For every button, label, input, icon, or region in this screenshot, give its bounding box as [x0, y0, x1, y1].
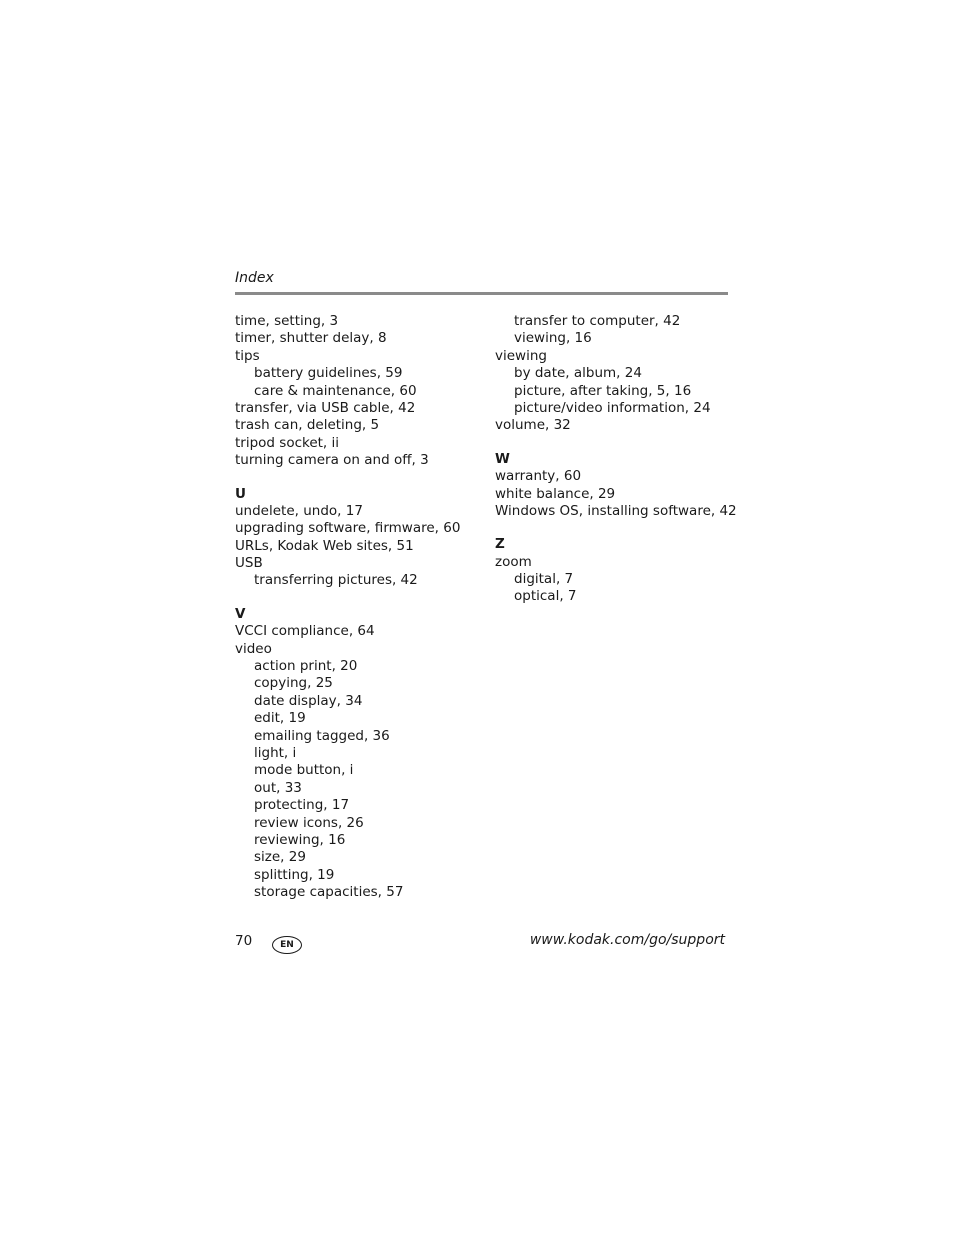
index-subentry: picture, after taking, 5, 16 [514, 382, 692, 399]
index-entry: time, setting, 3 [235, 313, 339, 329]
index-entry: transfer, via USB cable, 42 [235, 399, 416, 416]
index-entry: zoom [495, 553, 532, 570]
index-subentry: light, i [254, 744, 297, 761]
index-entry: video [235, 640, 272, 657]
index-column-left [235, 313, 485, 902]
support-url: www.kodak.com/go/support [529, 932, 725, 948]
index-entry: Windows OS, installing software, 42 [495, 502, 737, 519]
index-subentry: date display, 34 [254, 692, 363, 709]
index-subentry: size, 29 [254, 849, 306, 866]
index-subentry: protecting, 17 [254, 797, 350, 814]
header-divider [235, 292, 728, 295]
page-header-title: Index [235, 270, 274, 286]
index-entry: volume, 32 [495, 417, 571, 434]
index-subentry: edit, 19 [254, 710, 306, 727]
index-subentry: reviewing, 16 [254, 831, 346, 848]
index-entry: viewing [495, 347, 547, 364]
index-entry: tripod socket, ii [235, 434, 340, 451]
index-section-letter: Z [495, 536, 505, 553]
index-column-right [495, 313, 735, 606]
language-badge-icon: EN [272, 936, 302, 954]
index-subentry: battery guidelines, 59 [254, 365, 403, 382]
index-subentry: mode button, i [254, 762, 354, 779]
index-subentry: transfer to computer, 42 [514, 313, 681, 329]
index-entry: VCCI compliance, 64 [235, 623, 375, 640]
index-entry: upgrading software, firmware, 60 [235, 520, 461, 537]
index-subentry: by date, album, 24 [514, 365, 642, 382]
index-subentry: transferring pictures, 42 [254, 572, 418, 589]
index-subentry: out, 33 [254, 779, 302, 796]
page-number: 70 [235, 933, 253, 949]
index-subentry: copying, 25 [254, 675, 333, 692]
index-subentry: optical, 7 [514, 588, 577, 605]
index-entry: URLs, Kodak Web sites, 51 [235, 537, 414, 554]
index-subentry: emailing tagged, 36 [254, 727, 390, 744]
index-entry: USB [235, 555, 263, 572]
index-entry: white balance, 29 [495, 485, 616, 502]
index-subentry: care & maintenance, 60 [254, 382, 417, 399]
index-section-letter: U [235, 485, 246, 502]
index-subentry: action print, 20 [254, 658, 358, 675]
index-subentry: picture/video information, 24 [514, 399, 711, 416]
index-entry: warranty, 60 [495, 468, 582, 485]
index-subentry: digital, 7 [514, 571, 574, 588]
index-entry: turning camera on and off, 3 [235, 452, 429, 469]
index-section-letter: V [235, 605, 246, 622]
index-subentry: storage capacities, 57 [254, 884, 404, 901]
index-subentry: review icons, 26 [254, 814, 364, 831]
index-subentry: viewing, 16 [514, 330, 592, 347]
index-entry: tips [235, 347, 260, 364]
index-entry: trash can, deleting, 5 [235, 417, 380, 434]
index-entry: timer, shutter delay, 8 [235, 330, 387, 347]
index-entry: undelete, undo, 17 [235, 502, 363, 519]
index-section-letter: W [495, 450, 510, 467]
index-subentry: splitting, 19 [254, 866, 335, 883]
